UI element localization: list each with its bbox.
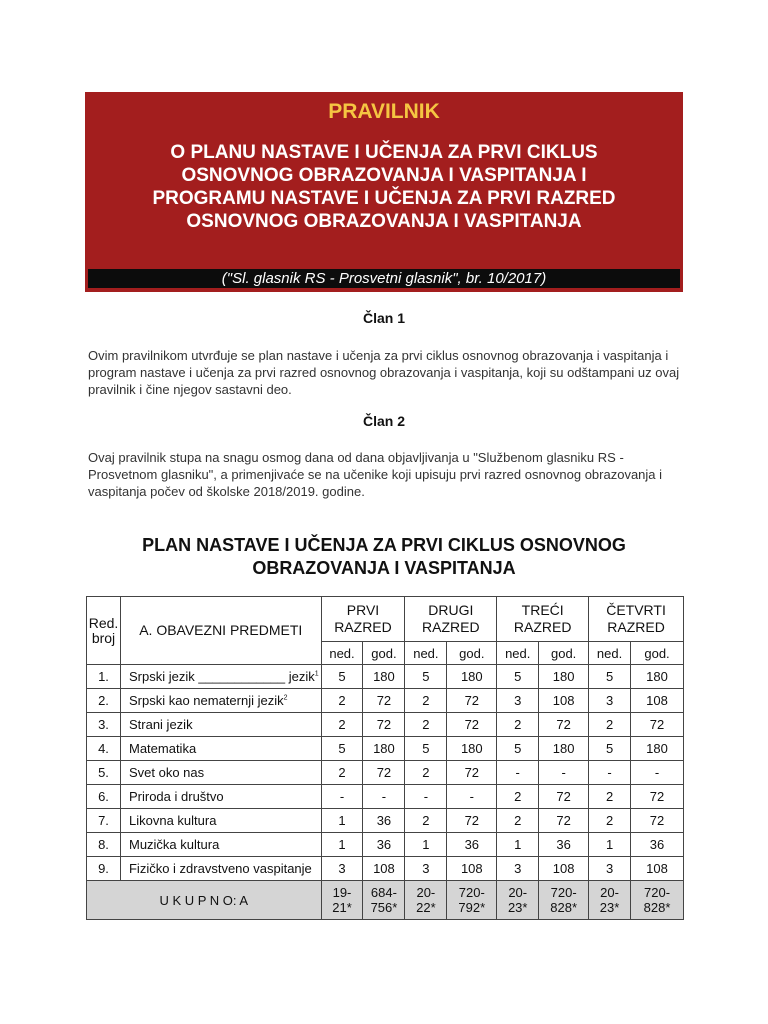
weekly-hours: 3 (321, 857, 363, 881)
row-number: 2. (87, 689, 121, 713)
subject-name: Srpski jezik ____________ jezik$^1$ (120, 665, 321, 689)
document-kicker: PRAVILNIK (328, 100, 440, 123)
weekly-hours: 2 (321, 761, 363, 785)
subheader-yearly: god. (631, 642, 684, 665)
article-1-heading: Član 1 (362, 310, 405, 326)
article-2-heading: Član 2 (362, 413, 405, 429)
total-row (87, 881, 684, 920)
weekly-hours: 5 (405, 665, 447, 689)
table-row (87, 713, 684, 737)
yearly-hours: 72 (631, 713, 684, 737)
yearly-hours: 108 (539, 857, 589, 881)
yearly-hours: - (539, 761, 589, 785)
total-value: 720- 828* (539, 881, 589, 920)
yearly-hours: 72 (539, 809, 589, 833)
table-row (87, 809, 684, 833)
yearly-hours: 72 (631, 809, 684, 833)
total-value: 20- 22* (405, 881, 447, 920)
subject-name: Muzička kultura (120, 833, 321, 857)
row-number: 9. (87, 857, 121, 881)
weekly-hours: 1 (321, 833, 363, 857)
yearly-hours: 72 (363, 761, 405, 785)
yearly-hours: 36 (539, 833, 589, 857)
yearly-hours: 108 (447, 857, 497, 881)
yearly-hours: 72 (539, 785, 589, 809)
total-value: 684- 756* (363, 881, 405, 920)
table-row (87, 761, 684, 785)
weekly-hours: 1 (589, 833, 631, 857)
yearly-hours: 180 (539, 665, 589, 689)
subheader-yearly: god. (363, 642, 405, 665)
subheader-weekly: ned. (321, 642, 363, 665)
weekly-hours: 3 (497, 857, 539, 881)
yearly-hours: 180 (631, 665, 684, 689)
weekly-hours: - (589, 761, 631, 785)
weekly-hours: 1 (321, 809, 363, 833)
yearly-hours: 108 (631, 689, 684, 713)
yearly-hours: 72 (539, 713, 589, 737)
yearly-hours: 180 (363, 665, 405, 689)
subheader-yearly: god. (539, 642, 589, 665)
table-row (87, 833, 684, 857)
subject-name: Svet oko nas (120, 761, 321, 785)
grade-header-3: TREĆI RAZRED (497, 597, 589, 642)
table-body (87, 665, 684, 881)
yearly-hours: - (631, 761, 684, 785)
weekly-hours: 2 (497, 713, 539, 737)
footnote-marker: 2 (283, 694, 288, 702)
total-value: 720- 792* (447, 881, 497, 920)
weekly-hours: 2 (405, 809, 447, 833)
total-value: 720- 828* (631, 881, 684, 920)
weekly-hours: 1 (497, 833, 539, 857)
total-value: 19- 21* (321, 881, 363, 920)
weekly-hours: 2 (405, 713, 447, 737)
total-value: 20- 23* (589, 881, 631, 920)
yearly-hours: 180 (631, 737, 684, 761)
yearly-hours: 180 (363, 737, 405, 761)
grade-header-2: DRUGI RAZRED (405, 597, 497, 642)
row-number: 4. (87, 737, 121, 761)
subject-name: Priroda i društvo (120, 785, 321, 809)
weekly-hours: 5 (589, 665, 631, 689)
weekly-hours: - (405, 785, 447, 809)
footnote-marker: 1 (314, 670, 319, 678)
column-header-subject: A. OBAVEZNI PREDMETI (120, 597, 321, 665)
yearly-hours: 108 (363, 857, 405, 881)
subheader-weekly: ned. (497, 642, 539, 665)
subject-name: Strani jezik (120, 713, 321, 737)
subject-name: Fizičko i zdravstveno vaspitanje (120, 857, 321, 881)
yearly-hours: 36 (363, 833, 405, 857)
total-value: 20- 23* (497, 881, 539, 920)
grade-header-4: ČETVRTI RAZRED (589, 597, 684, 642)
weekly-hours: 1 (405, 833, 447, 857)
subject-name: Matematika (120, 737, 321, 761)
column-header-number: Red. broj (87, 597, 121, 665)
row-number: 6. (87, 785, 121, 809)
weekly-hours: 5 (497, 737, 539, 761)
table-row (87, 689, 684, 713)
curriculum-table (86, 596, 684, 920)
yearly-hours: - (363, 785, 405, 809)
yearly-hours: 72 (363, 713, 405, 737)
weekly-hours: 3 (405, 857, 447, 881)
yearly-hours: 72 (447, 809, 497, 833)
subject-name: Srpski kao nematernji jezik$^2$ (120, 689, 321, 713)
yearly-hours: 108 (631, 857, 684, 881)
weekly-hours: 5 (321, 737, 363, 761)
row-number: 3. (87, 713, 121, 737)
table-row (87, 785, 684, 809)
yearly-hours: 36 (447, 833, 497, 857)
subheader-weekly: ned. (405, 642, 447, 665)
weekly-hours: 2 (497, 809, 539, 833)
row-number: 7. (87, 809, 121, 833)
citation-bar: ("Sl. glasnik RS - Prosvetni glasnik", br. 10/2017) (88, 269, 680, 288)
weekly-hours: 2 (405, 761, 447, 785)
yearly-hours: 180 (447, 665, 497, 689)
weekly-hours: 2 (405, 689, 447, 713)
yearly-hours: 72 (447, 689, 497, 713)
weekly-hours: 5 (497, 665, 539, 689)
yearly-hours: 36 (631, 833, 684, 857)
weekly-hours: 5 (589, 737, 631, 761)
weekly-hours: 5 (321, 665, 363, 689)
yearly-hours: 72 (447, 761, 497, 785)
weekly-hours: 3 (589, 857, 631, 881)
weekly-hours: 5 (405, 737, 447, 761)
row-number: 5. (87, 761, 121, 785)
weekly-hours: 3 (497, 689, 539, 713)
plan-title: PLAN NASTAVE I UČENJA ZA PRVI CIKLUS OSNOVNOG OBRAZOVANJA I VASPITANJA (142, 535, 626, 578)
row-number: 1. (87, 665, 121, 689)
yearly-hours: 72 (631, 785, 684, 809)
weekly-hours: 3 (589, 689, 631, 713)
weekly-hours: - (321, 785, 363, 809)
yearly-hours: - (447, 785, 497, 809)
weekly-hours: 2 (321, 713, 363, 737)
subject-name: Likovna kultura (120, 809, 321, 833)
subheader-yearly: god. (447, 642, 497, 665)
yearly-hours: 180 (447, 737, 497, 761)
yearly-hours: 108 (539, 689, 589, 713)
yearly-hours: 72 (363, 689, 405, 713)
grade-header-1: PRVI RAZRED (321, 597, 405, 642)
weekly-hours: 2 (589, 713, 631, 737)
subheader-weekly: ned. (589, 642, 631, 665)
weekly-hours: - (497, 761, 539, 785)
weekly-hours: 2 (589, 785, 631, 809)
table-row (87, 665, 684, 689)
document-title: O PLANU NASTAVE I UČENJA ZA PRVI CIKLUS OSNOVNOG OBRAZOVANJA I VASPITANJA I PROGRAMU NASTAVE I UČENJA ZA PRVI RAZRED OSNOVNOG OBRAZOVANJA I VASPITANJA (152, 142, 616, 232)
row-number: 8. (87, 833, 121, 857)
yearly-hours: 180 (539, 737, 589, 761)
weekly-hours: 2 (497, 785, 539, 809)
weekly-hours: 2 (321, 689, 363, 713)
table-row (87, 737, 684, 761)
total-label: U K U P N O: A (87, 881, 322, 920)
article-1-text: Ovim pravilnikom utvrđuje se plan nastave i učenja za prvi ciklus osnovnog obrazovanja i vaspitanja i program nastave i učenja za prvi razred osnovnog obrazovanja i vaspitanja, koji su odštampani uz ovaj pravilnik i čine njegov sastavni deo. (88, 348, 680, 397)
article-2-text: Ovaj pravilnik stupa na snagu osmog dana od dana objavljivanja u "Službenom glasniku RS - Prosvetnom glasniku", a primenjivaće se na učenike koji upisuju prvi razred osnovnog obrazovanja i vaspitanja počev od školske 2018/2019. godine. (88, 450, 663, 499)
yearly-hours: 36 (363, 809, 405, 833)
document-header (85, 92, 683, 292)
weekly-hours: 2 (589, 809, 631, 833)
table-row (87, 857, 684, 881)
yearly-hours: 72 (447, 713, 497, 737)
